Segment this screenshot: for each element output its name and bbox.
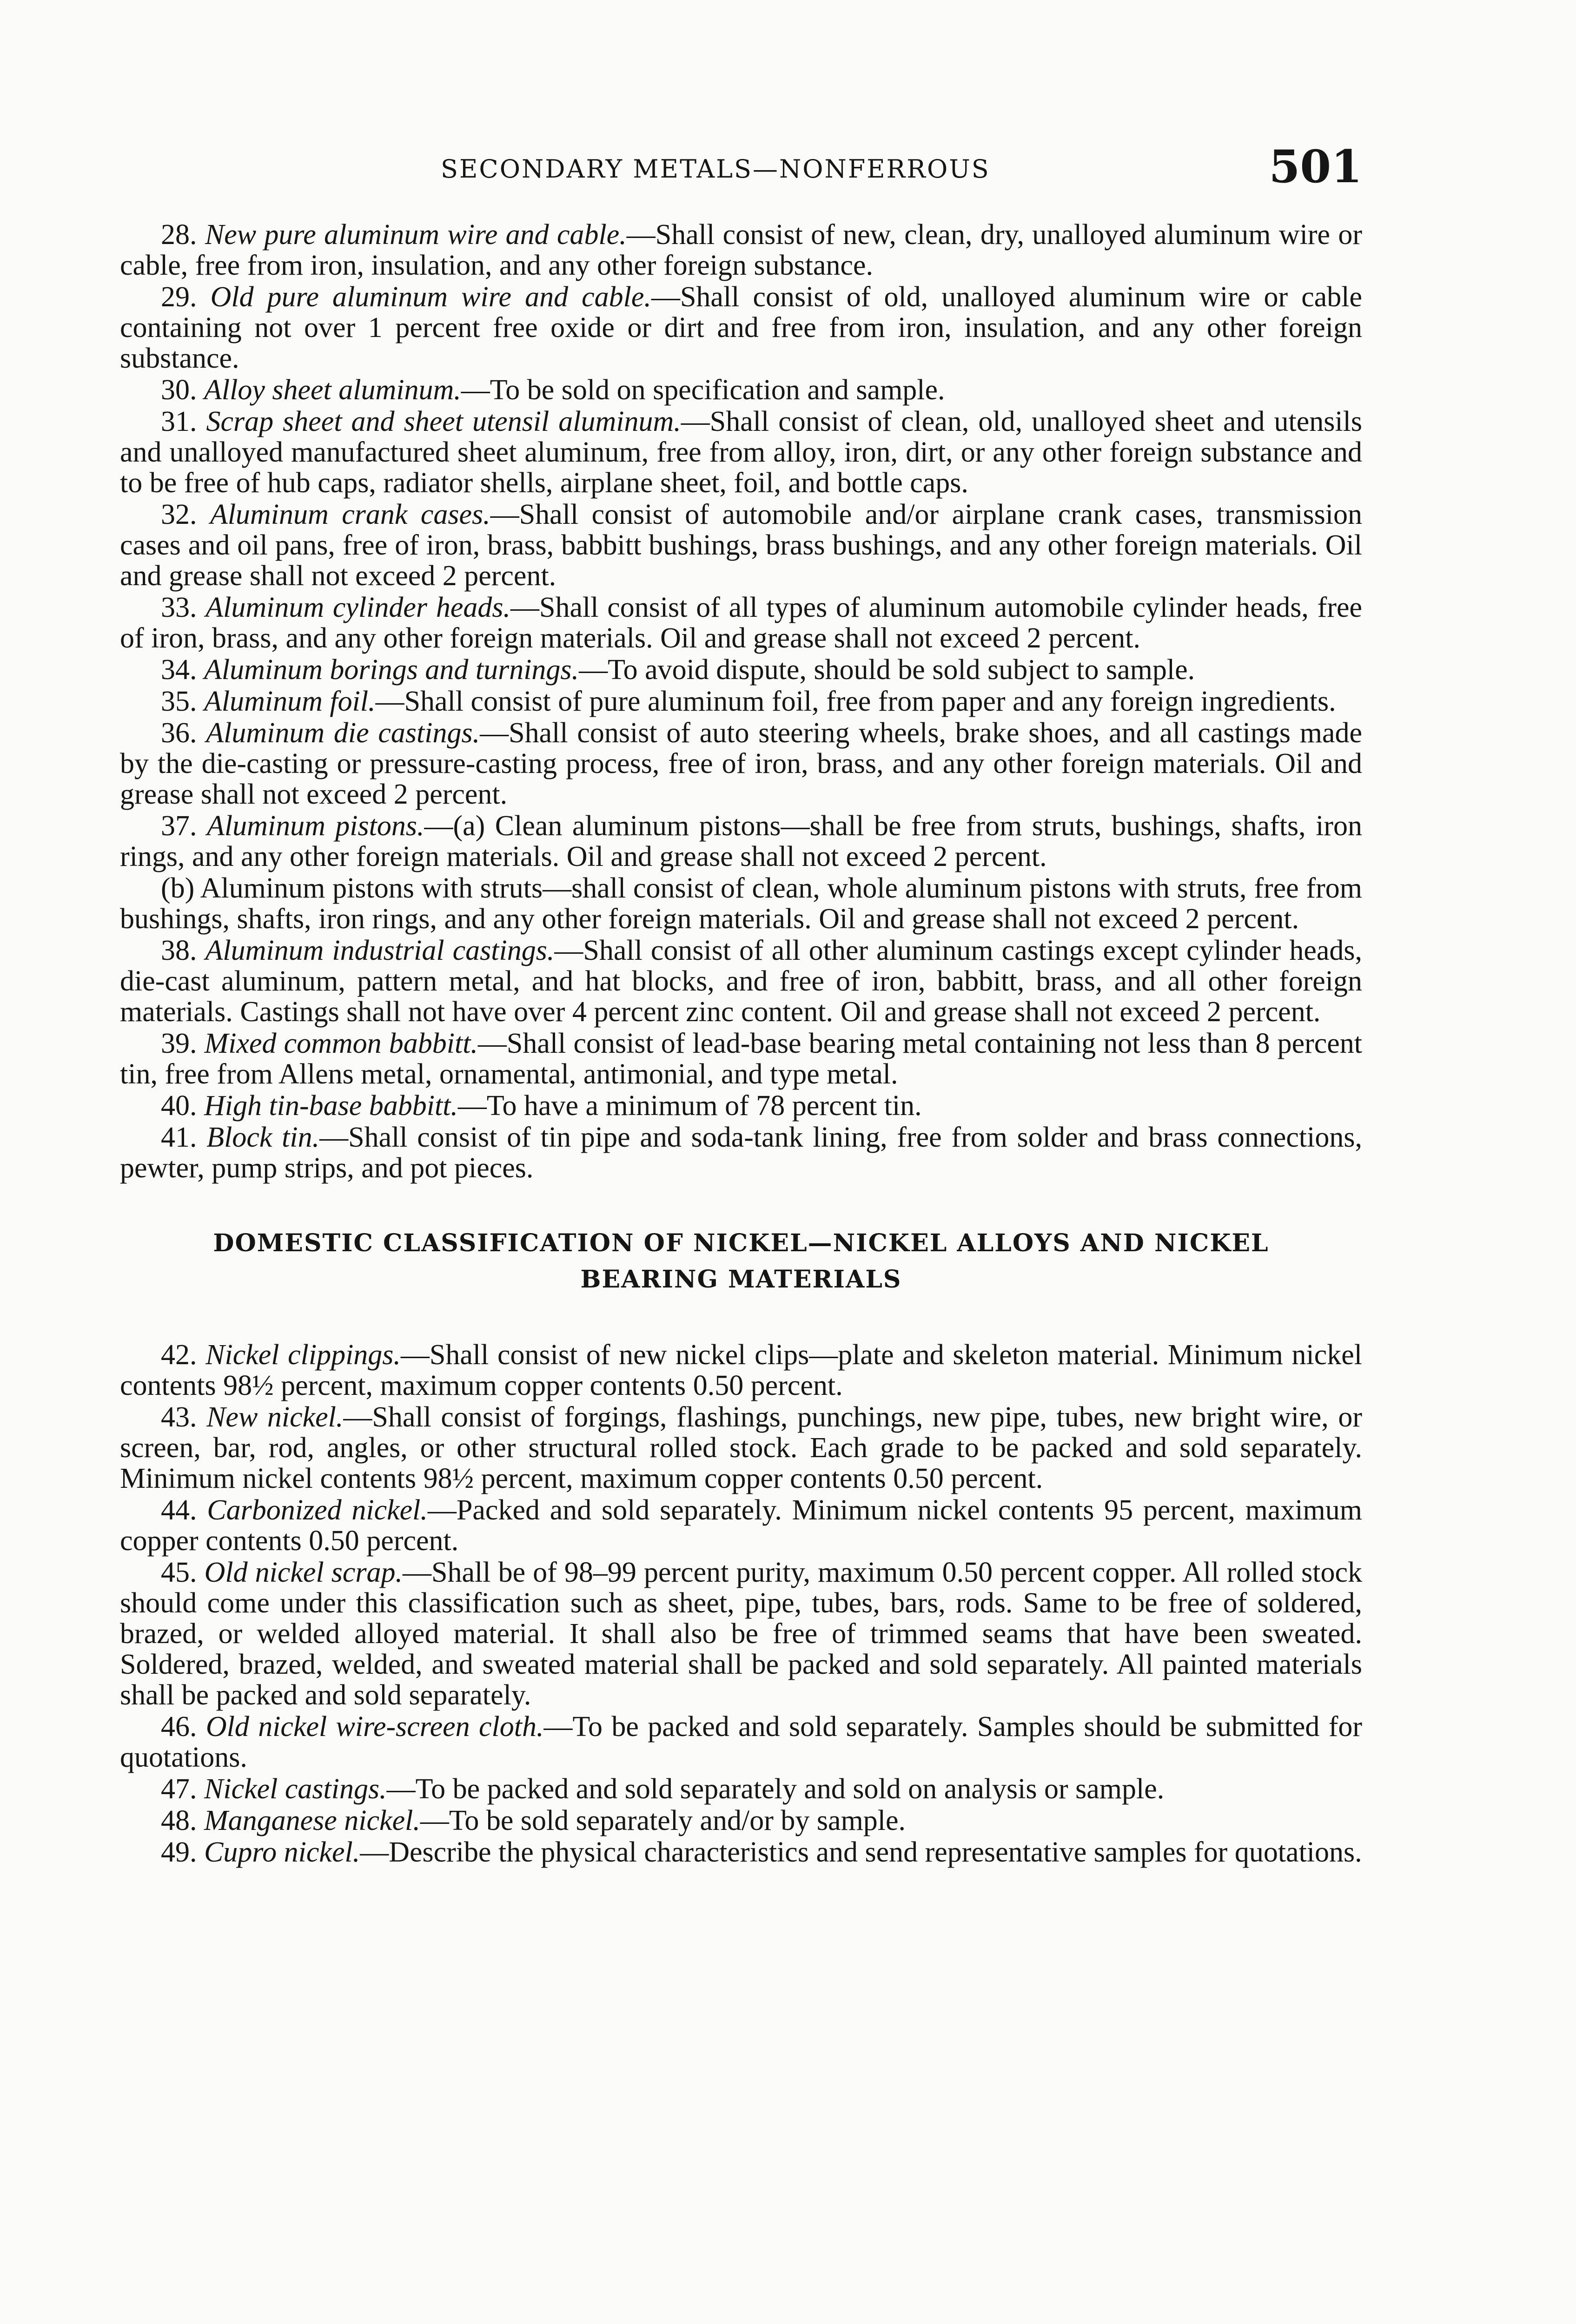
entry-title: Carbonized nickel. bbox=[207, 1494, 428, 1526]
entry-text: —To be packed and sold separately. Samples should be submitted for quotations. bbox=[120, 1711, 1363, 1773]
entry-text: —Packed and sold separately. Minimum nickel contents 95 percent, maximum copper contents 0.50 percent. bbox=[120, 1494, 1363, 1557]
entry-title: Aluminum crank cases. bbox=[210, 499, 490, 530]
entry-37 bbox=[120, 811, 1362, 872]
page-header bbox=[120, 140, 1362, 219]
entry-42 bbox=[120, 1340, 1362, 1401]
entry-number: 41. bbox=[161, 1122, 197, 1153]
entry-title: Old nickel wire-screen cloth. bbox=[205, 1711, 544, 1743]
entry-40 bbox=[120, 1090, 1362, 1121]
entry-text: —Shall consist of auto steering wheels, brake shoes, and all castings made by the die-casting or pressure-casting process, free of iron, brass, and any other foreign materials. Oil and grease shall not exceed 2 percent. bbox=[120, 717, 1362, 810]
entry-text: —To be sold on specification and sample. bbox=[461, 374, 945, 406]
entry-number: 33. bbox=[161, 592, 197, 623]
entry-title: Aluminum die castings. bbox=[206, 717, 480, 749]
entry-number: 36. bbox=[161, 717, 197, 749]
entry-number: 35. bbox=[161, 686, 197, 717]
entry-number: 44. bbox=[161, 1494, 197, 1526]
entry-text: —Shall consist of new nickel clips—plate and skeleton material. Minimum nickel contents 98½ percent, maximum copper contents 0.50 percent. bbox=[120, 1339, 1363, 1401]
entry-text: —To avoid dispute, should be sold subject to sample. bbox=[579, 654, 1195, 686]
entry-number: 43. bbox=[161, 1401, 197, 1433]
entry-text: —Describe the physical characteristics and send representative samples for quotations. bbox=[360, 1836, 1362, 1868]
entry-number: 48. bbox=[161, 1805, 197, 1836]
entry-title: Scrap sheet and sheet utensil aluminum. bbox=[206, 406, 681, 437]
entry-37b bbox=[120, 873, 1362, 934]
entry-44 bbox=[120, 1495, 1362, 1556]
entry-text: —To be packed and sold separately and sold on analysis or sample. bbox=[386, 1773, 1165, 1805]
entry-43 bbox=[120, 1402, 1362, 1494]
entry-number: 49. bbox=[161, 1836, 197, 1868]
page-number: 501 bbox=[1269, 140, 1362, 193]
entry-number: 46. bbox=[161, 1711, 197, 1743]
entry-30 bbox=[120, 375, 1362, 405]
entry-text: —Shall consist of all types of aluminum automobile cylinder heads, free of iron, brass, and any other foreign materials. Oil and grease shall not exceed 2 percent. bbox=[120, 592, 1363, 654]
nickel-entries bbox=[120, 1340, 1362, 1868]
entry-title: Aluminum foil. bbox=[204, 686, 376, 717]
entry-45 bbox=[120, 1557, 1362, 1710]
entry-title: Aluminum cylinder heads. bbox=[205, 592, 510, 623]
entry-text: —(a) Clean aluminum pistons—shall be free from struts, bushings, shafts, iron rings, and any other foreign materials. Oil and grease shall not exceed 2 percent. bbox=[120, 810, 1362, 872]
entry-title: Nickel castings. bbox=[204, 1773, 387, 1805]
entry-35 bbox=[120, 686, 1362, 717]
entry-text: —To have a minimum of 78 percent tin. bbox=[457, 1090, 922, 1122]
entry-46 bbox=[120, 1711, 1362, 1773]
entry-title: Alloy sheet aluminum. bbox=[204, 374, 461, 406]
entry-number: 38. bbox=[161, 935, 197, 966]
entry-title: Old nickel scrap. bbox=[204, 1557, 403, 1588]
running-head: SECONDARY METALS—NONFERROUS bbox=[441, 154, 990, 184]
entry-48 bbox=[120, 1805, 1362, 1836]
entry-title: Block tin. bbox=[206, 1122, 320, 1153]
entry-28 bbox=[120, 219, 1362, 281]
document-page bbox=[120, 140, 1363, 2324]
entry-text: —Shall consist of tin pipe and soda-tank lining, free from solder and brass connections, pewter, pump strips, and pot pieces. bbox=[120, 1122, 1362, 1184]
entry-title: New pure aluminum wire and cable. bbox=[205, 219, 627, 251]
entry-title: Old pure aluminum wire and cable. bbox=[210, 281, 651, 313]
entry-title: Cupro nickel. bbox=[204, 1836, 360, 1868]
entry-47 bbox=[120, 1774, 1362, 1804]
entry-number: 47. bbox=[161, 1773, 197, 1805]
entry-number: 34. bbox=[161, 654, 197, 686]
entry-38 bbox=[120, 935, 1362, 1027]
entry-49 bbox=[120, 1837, 1362, 1868]
entry-32 bbox=[120, 499, 1362, 591]
entry-number: 37. bbox=[161, 810, 197, 842]
entry-text: —To be sold separately and/or by sample. bbox=[420, 1805, 906, 1836]
entry-text: —Shall consist of clean, old, unalloyed sheet and utensils and unalloyed manufactured sheet aluminum, free from alloy, iron, dirt, or any other foreign substance and to be free of hub caps, radiator shells, airplane sheet, foil, and bottle caps. bbox=[120, 406, 1363, 499]
entry-text: —Shall consist of automobile and/or airplane crank cases, transmission cases and oil pans, free of iron, brass, babbitt bushings, brass bushings, and any other foreign materials. Oil and grease shall not exceed 2 percent. bbox=[120, 499, 1362, 592]
entry-title: Mixed common babbitt. bbox=[204, 1028, 478, 1059]
entry-number: 32. bbox=[161, 499, 197, 530]
entry-title: Aluminum industrial castings. bbox=[205, 935, 555, 966]
entry-39 bbox=[120, 1028, 1362, 1089]
entry-number: 45. bbox=[161, 1557, 197, 1588]
entry-41 bbox=[120, 1122, 1362, 1183]
entry-number: 39. bbox=[161, 1028, 197, 1059]
aluminum-entries bbox=[120, 219, 1362, 1183]
entry-title: New nickel. bbox=[206, 1401, 344, 1433]
entry-text: —Shall consist of forgings, flashings, punchings, new pipe, tubes, new bright wire, or screen, bar, rod, angles, or other structural rolled stock. Each grade to be packed and sold separately. Minimum nickel contents 98½ percent, maximum copper contents 0.50 percent. bbox=[120, 1401, 1362, 1494]
entry-text: —Shall consist of old, unalloyed aluminum wire or cable containing not over 1 percent free oxide or dirt and free from iron, insulation, and any other foreign substance. bbox=[120, 281, 1362, 374]
entry-text: —Shall consist of new, clean, dry, unalloyed aluminum wire or cable, free from iron, insulation, and any other foreign substance. bbox=[120, 219, 1363, 281]
entry-29 bbox=[120, 282, 1362, 374]
entry-title: Nickel clippings. bbox=[205, 1339, 401, 1371]
entry-text: —Shall consist of lead-base bearing metal containing not less than 8 percent tin, free from Allens metal, ornamental, antimonial, and type metal. bbox=[120, 1028, 1362, 1090]
entry-title: High tin-base babbitt. bbox=[204, 1090, 458, 1122]
entry-number: 29. bbox=[161, 281, 197, 313]
entry-text: (b) Aluminum pistons with struts—shall consist of clean, whole aluminum pistons with struts, free from bushings, shafts, iron rings, and any other foreign materials. Oil and grease shall not exceed 2 percent. bbox=[120, 872, 1362, 935]
entry-text: —Shall be of 98–99 percent purity, maximum 0.50 percent copper. All rolled stock should come under this classification such as sheet, pipe, tubes, bars, rods. Same to be free of soldered, brazed, or welded alloyed material. It shall also be free of trimmed seams that have been sweated. Soldered, brazed, welded, and sweated material shall be packed and sold separately. All painted materials shall be packed and sold separately. bbox=[120, 1557, 1363, 1711]
entry-34 bbox=[120, 654, 1362, 685]
entry-title: Aluminum pistons. bbox=[206, 810, 424, 842]
entry-number: 28. bbox=[161, 219, 197, 251]
section-heading bbox=[120, 1225, 1362, 1298]
entry-title: Aluminum borings and turnings. bbox=[204, 654, 579, 686]
entry-text: —Shall consist of all other aluminum castings except cylinder heads, die-cast aluminum, pattern metal, and hat blocks, and free of iron, babbitt, brass, and all other foreign materials. Castings shall not have over 4 percent zinc content. Oil and grease shall not exceed 2 percent. bbox=[120, 935, 1362, 1028]
entry-number: 31. bbox=[161, 406, 197, 437]
section-heading-line-2: BEARING MATERIALS bbox=[580, 1265, 902, 1294]
entry-title: Manganese nickel. bbox=[204, 1805, 420, 1836]
entry-31 bbox=[120, 406, 1362, 498]
entry-number: 42. bbox=[161, 1339, 197, 1371]
entry-number: 30. bbox=[161, 374, 197, 406]
section-heading-line-1: DOMESTIC CLASSIFICATION OF NICKEL—NICKEL ALLOYS AND NICKEL bbox=[213, 1229, 1269, 1257]
entry-text: —Shall consist of pure aluminum foil, free from paper and any foreign ingredients. bbox=[375, 686, 1336, 717]
entry-36 bbox=[120, 718, 1362, 810]
entry-number: 40. bbox=[161, 1090, 197, 1122]
entry-33 bbox=[120, 592, 1362, 654]
